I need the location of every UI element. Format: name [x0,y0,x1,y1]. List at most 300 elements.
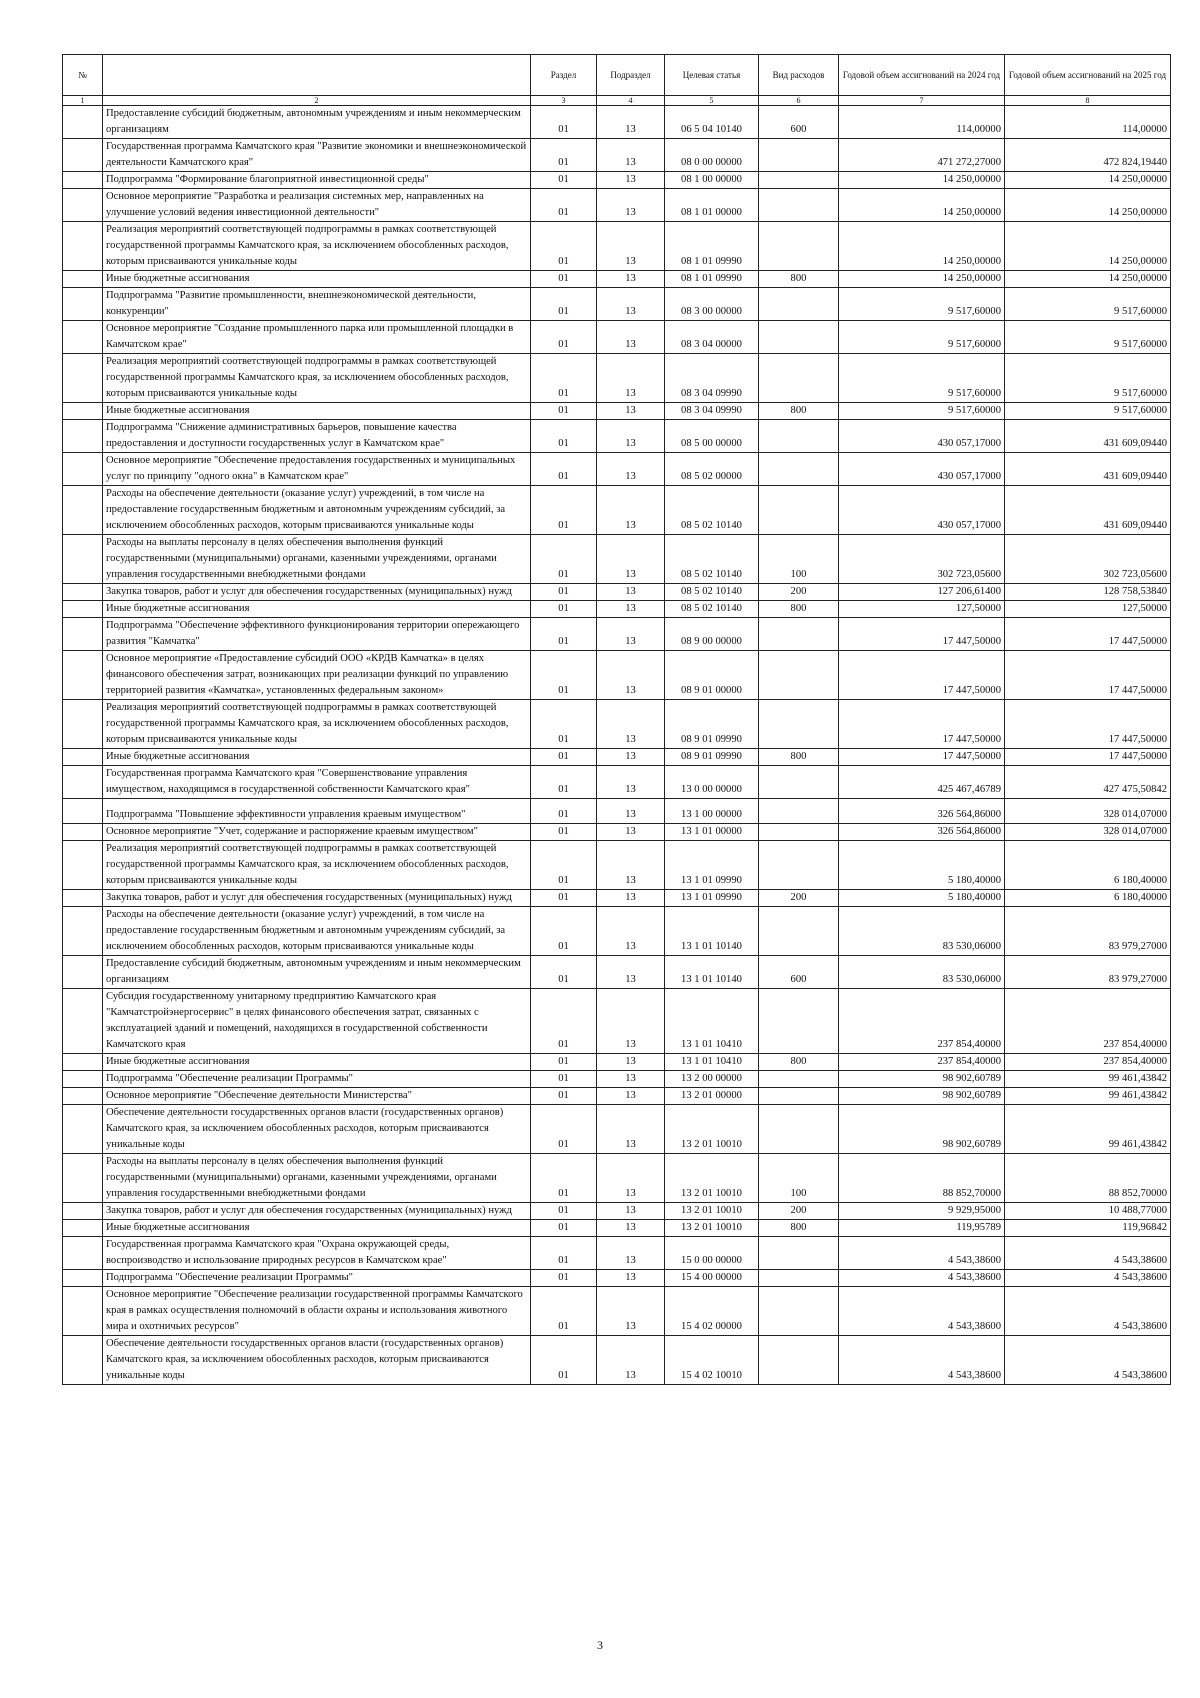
subsection-cell: 13 [597,799,665,824]
target-item-cell: 08 5 02 00000 [665,453,759,486]
target-item-cell: 08 3 04 09990 [665,354,759,403]
amount-2024-cell: 430 057,17000 [839,453,1005,486]
column-number: 6 [759,96,839,106]
amount-2025-cell: 4 543,38600 [1005,1270,1171,1287]
row-number-cell [63,841,103,890]
amount-2024-cell: 127,50000 [839,601,1005,618]
section-cell: 01 [531,766,597,799]
expense-type-cell: 200 [759,584,839,601]
table-row [63,841,1171,890]
item-name-cell: Иные бюджетные ассигнования [103,749,531,766]
subsection-cell: 13 [597,1105,665,1154]
row-number-cell [63,1088,103,1105]
table-row [63,139,1171,172]
expense-type-cell [759,189,839,222]
row-number-cell [63,172,103,189]
target-item-cell: 13 2 01 10010 [665,1203,759,1220]
amount-2024-cell: 302 723,05600 [839,535,1005,584]
target-item-cell: 08 3 04 00000 [665,321,759,354]
table-row [63,172,1171,189]
table-row [63,453,1171,486]
section-cell: 01 [531,907,597,956]
section-cell: 01 [531,799,597,824]
amount-2025-cell: 328 014,07000 [1005,824,1171,841]
item-name-cell: Государственная программа Камчатского края "Развитие экономики и внешнеэкономической деятельности Камчатского края" [103,139,531,172]
table-row [63,601,1171,618]
item-name-cell: Иные бюджетные ассигнования [103,1220,531,1237]
amount-2024-cell: 98 902,60789 [839,1105,1005,1154]
item-name-cell: Реализация мероприятий соответствующей подпрограммы в рамках соответствующей государственной программы Камчатского края, за исключением обособленных расходов, которым присваиваются уникальные коды [103,700,531,749]
target-item-cell: 13 0 00 00000 [665,766,759,799]
item-name-cell: Основное мероприятие "Учет, содержание и распоряжение краевым имуществом" [103,824,531,841]
subsection-cell: 13 [597,486,665,535]
item-name-cell: Закупка товаров, работ и услуг для обеспечения государственных (муниципальных) нужд [103,584,531,601]
section-cell: 01 [531,354,597,403]
expense-type-cell [759,907,839,956]
table-row [63,1088,1171,1105]
expense-type-cell [759,486,839,535]
row-number-cell [63,1071,103,1088]
amount-2024-cell: 127 206,61400 [839,584,1005,601]
section-cell: 01 [531,453,597,486]
expense-type-cell [759,651,839,700]
column-number: 3 [531,96,597,106]
row-number-cell [63,989,103,1054]
target-item-cell: 08 9 00 00000 [665,618,759,651]
expense-type-cell [759,139,839,172]
item-name-cell: Государственная программа Камчатского края "Охрана окружающей среды, воспроизводство и использование природных ресурсов в Камчатском крае" [103,1237,531,1270]
item-name-cell: Расходы на обеспечение деятельности (оказание услуг) учреждений, в том числе на предоставление государственным бюджетным и автономным учреждениям субсидий, за исключением обособленных расходов, которым присваиваются уникальные коды [103,907,531,956]
subsection-cell: 13 [597,1270,665,1287]
amount-2024-cell: 14 250,00000 [839,271,1005,288]
subsection-cell: 13 [597,535,665,584]
row-number-cell [63,749,103,766]
row-number-cell [63,1154,103,1203]
amount-2024-cell: 326 564,86000 [839,824,1005,841]
section-cell: 01 [531,1203,597,1220]
subsection-cell: 13 [597,1054,665,1071]
subsection-cell: 13 [597,584,665,601]
amount-2025-cell: 6 180,40000 [1005,890,1171,907]
table-row [63,354,1171,403]
section-cell: 01 [531,486,597,535]
amount-2024-cell: 9 517,60000 [839,403,1005,420]
section-cell: 01 [531,1270,597,1287]
item-name-cell: Иные бюджетные ассигнования [103,403,531,420]
expense-type-cell: 800 [759,271,839,288]
section-cell: 01 [531,1237,597,1270]
expense-type-cell [759,1071,839,1088]
target-item-cell: 13 2 01 10010 [665,1154,759,1203]
amount-2025-cell: 431 609,09440 [1005,420,1171,453]
amount-2024-cell: 4 543,38600 [839,1287,1005,1336]
table-row [63,403,1171,420]
subsection-cell: 13 [597,956,665,989]
amount-2025-cell: 99 461,43842 [1005,1088,1171,1105]
expense-type-cell [759,989,839,1054]
table-row [63,486,1171,535]
amount-2024-cell: 5 180,40000 [839,841,1005,890]
item-name-cell: Подпрограмма "Снижение административных барьеров, повышение качества предоставления и доступности государственных услуг в Камчатском крае" [103,420,531,453]
amount-2025-cell: 17 447,50000 [1005,749,1171,766]
target-item-cell: 13 2 01 00000 [665,1088,759,1105]
section-cell: 01 [531,271,597,288]
amount-2025-cell: 6 180,40000 [1005,841,1171,890]
table-body [63,106,1171,1385]
row-number-cell [63,956,103,989]
section-cell: 01 [531,1154,597,1203]
header-target-item: Целевая статья [665,55,759,96]
target-item-cell: 15 4 02 00000 [665,1287,759,1336]
section-cell: 01 [531,989,597,1054]
target-item-cell: 13 1 01 09990 [665,890,759,907]
target-item-cell: 13 1 01 00000 [665,824,759,841]
expense-type-cell [759,1237,839,1270]
amount-2025-cell: 83 979,27000 [1005,956,1171,989]
amount-2025-cell: 9 517,60000 [1005,403,1171,420]
amount-2025-cell: 99 461,43842 [1005,1105,1171,1154]
subsection-cell: 13 [597,824,665,841]
amount-2025-cell: 9 517,60000 [1005,354,1171,403]
subsection-cell: 13 [597,172,665,189]
item-name-cell: Обеспечение деятельности государственных органов власти (государственных органов) Камчатского края, за исключением обособленных расходов, которым присваиваются уникальные коды [103,1105,531,1154]
amount-2024-cell: 430 057,17000 [839,486,1005,535]
amount-2025-cell: 14 250,00000 [1005,222,1171,271]
row-number-cell [63,907,103,956]
section-cell: 01 [531,1088,597,1105]
table-row [63,700,1171,749]
page-number: 3 [597,1638,603,1652]
amount-2024-cell: 237 854,40000 [839,989,1005,1054]
subsection-cell: 13 [597,766,665,799]
target-item-cell: 15 0 00 00000 [665,1237,759,1270]
target-item-cell: 06 5 04 10140 [665,106,759,139]
row-number-cell [63,1054,103,1071]
expense-type-cell [759,453,839,486]
target-item-cell: 08 5 00 00000 [665,420,759,453]
item-name-cell: Подпрограмма "Развитие промышленности, внешнеэкономической деятельности, конкуренции" [103,288,531,321]
amount-2025-cell: 472 824,19440 [1005,139,1171,172]
amount-2024-cell: 4 543,38600 [839,1336,1005,1385]
header-section: Раздел [531,55,597,96]
row-number-cell [63,1220,103,1237]
table-row [63,584,1171,601]
header-amount-2024: Годовой объем ассигнований на 2024 год [839,55,1005,96]
column-number: 4 [597,96,665,106]
expense-type-cell [759,172,839,189]
target-item-cell: 08 9 01 00000 [665,651,759,700]
amount-2024-cell: 237 854,40000 [839,1054,1005,1071]
amount-2025-cell: 4 543,38600 [1005,1287,1171,1336]
section-cell: 01 [531,601,597,618]
target-item-cell: 13 1 01 10410 [665,989,759,1054]
amount-2024-cell: 119,95789 [839,1220,1005,1237]
table-row [63,189,1171,222]
target-item-cell: 08 5 02 10140 [665,535,759,584]
row-number-cell [63,271,103,288]
row-number-cell [63,700,103,749]
target-item-cell: 13 1 01 10140 [665,907,759,956]
subsection-cell: 13 [597,1287,665,1336]
item-name-cell: Основное мероприятие "Обеспечение предоставления государственных и муниципальных услуг по принципу "одного окна" в Камчатском крае" [103,453,531,486]
amount-2025-cell: 119,96842 [1005,1220,1171,1237]
table-row [63,749,1171,766]
column-number: 2 [103,96,531,106]
amount-2024-cell: 17 447,50000 [839,651,1005,700]
amount-2024-cell: 114,00000 [839,106,1005,139]
table-row [63,989,1171,1054]
target-item-cell: 13 1 01 10140 [665,956,759,989]
expense-type-cell: 800 [759,601,839,618]
item-name-cell: Реализация мероприятий соответствующей подпрограммы в рамках соответствующей государственной программы Камчатского края, за исключением обособленных расходов, которым присваиваются уникальные коды [103,222,531,271]
item-name-cell: Подпрограмма "Обеспечение реализации Программы" [103,1270,531,1287]
table-row [63,1220,1171,1237]
row-number-cell [63,799,103,824]
amount-2024-cell: 471 272,27000 [839,139,1005,172]
item-name-cell: Реализация мероприятий соответствующей подпрограммы в рамках соответствующей государственной программы Камчатского края, за исключением обособленных расходов, которым присваиваются уникальные коды [103,354,531,403]
table-row [63,420,1171,453]
table-row [63,271,1171,288]
subsection-cell: 13 [597,1154,665,1203]
amount-2025-cell: 431 609,09440 [1005,453,1171,486]
amount-2024-cell: 17 447,50000 [839,700,1005,749]
amount-2024-cell: 14 250,00000 [839,172,1005,189]
subsection-cell: 13 [597,700,665,749]
expense-type-cell [759,288,839,321]
amount-2025-cell: 237 854,40000 [1005,989,1171,1054]
section-cell: 01 [531,618,597,651]
row-number-cell [63,354,103,403]
table-row [63,106,1171,139]
row-number-cell [63,601,103,618]
subsection-cell: 13 [597,321,665,354]
target-item-cell: 13 1 01 09990 [665,841,759,890]
subsection-cell: 13 [597,354,665,403]
table-row [63,651,1171,700]
table-header-row [63,55,1171,96]
budget-allocation-table [62,54,1171,1385]
table-row [63,288,1171,321]
amount-2025-cell: 17 447,50000 [1005,700,1171,749]
section-cell: 01 [531,584,597,601]
table-row [63,321,1171,354]
expense-type-cell: 800 [759,1054,839,1071]
subsection-cell: 13 [597,1220,665,1237]
section-cell: 01 [531,172,597,189]
subsection-cell: 13 [597,601,665,618]
subsection-cell: 13 [597,1071,665,1088]
expense-type-cell [759,766,839,799]
section-cell: 01 [531,890,597,907]
subsection-cell: 13 [597,1336,665,1385]
target-item-cell: 13 2 01 10010 [665,1220,759,1237]
target-item-cell: 08 1 01 09990 [665,271,759,288]
item-name-cell: Субсидия государственному унитарному предприятию Камчатского края "Камчатстройэнергосервис" в целях финансового обеспечения затрат, связанных с эксплуатацией зданий и помещений, находящихся в государственной собственности Камчатского края [103,989,531,1054]
amount-2025-cell: 9 517,60000 [1005,288,1171,321]
amount-2025-cell: 302 723,05600 [1005,535,1171,584]
expense-type-cell [759,1287,839,1336]
row-number-cell [63,106,103,139]
amount-2024-cell: 4 543,38600 [839,1237,1005,1270]
table-row [63,907,1171,956]
target-item-cell: 08 9 01 09990 [665,749,759,766]
section-cell: 01 [531,222,597,271]
item-name-cell: Иные бюджетные ассигнования [103,271,531,288]
subsection-cell: 13 [597,618,665,651]
amount-2025-cell: 114,00000 [1005,106,1171,139]
amount-2025-cell: 128 758,53840 [1005,584,1171,601]
row-number-cell [63,766,103,799]
target-item-cell: 13 1 00 00000 [665,799,759,824]
row-number-cell [63,1237,103,1270]
amount-2025-cell: 88 852,70000 [1005,1154,1171,1203]
table-row [63,956,1171,989]
expense-type-cell: 200 [759,890,839,907]
table-row [63,1287,1171,1336]
section-cell: 01 [531,535,597,584]
subsection-cell: 13 [597,651,665,700]
target-item-cell: 13 2 00 00000 [665,1071,759,1088]
table-row [63,799,1171,824]
target-item-cell: 08 9 01 09990 [665,700,759,749]
table-row [63,824,1171,841]
amount-2024-cell: 17 447,50000 [839,618,1005,651]
amount-2024-cell: 5 180,40000 [839,890,1005,907]
header-amount-2025: Годовой объем ассигнований на 2025 год [1005,55,1171,96]
section-cell: 01 [531,321,597,354]
subsection-cell: 13 [597,222,665,271]
expense-type-cell [759,354,839,403]
section-cell: 01 [531,106,597,139]
item-name-cell: Основное мероприятие "Разработка и реализация системных мер, направленных на улучшение условий ведения инвестиционной деятельности" [103,189,531,222]
item-name-cell: Закупка товаров, работ и услуг для обеспечения государственных (муниципальных) нужд [103,890,531,907]
item-name-cell: Иные бюджетные ассигнования [103,1054,531,1071]
section-cell: 01 [531,1287,597,1336]
subsection-cell: 13 [597,749,665,766]
row-number-cell [63,1270,103,1287]
expense-type-cell [759,618,839,651]
subsection-cell: 13 [597,1237,665,1270]
column-number: 5 [665,96,759,106]
amount-2025-cell: 4 543,38600 [1005,1336,1171,1385]
expense-type-cell [759,824,839,841]
table-row [63,1270,1171,1287]
amount-2025-cell: 10 488,77000 [1005,1203,1171,1220]
section-cell: 01 [531,1336,597,1385]
expense-type-cell [759,1270,839,1287]
row-number-cell [63,139,103,172]
header-name [103,55,531,96]
amount-2024-cell: 14 250,00000 [839,189,1005,222]
column-number: 8 [1005,96,1171,106]
target-item-cell: 13 2 01 10010 [665,1105,759,1154]
amount-2025-cell: 9 517,60000 [1005,321,1171,354]
amount-2025-cell: 127,50000 [1005,601,1171,618]
row-number-cell [63,824,103,841]
amount-2025-cell: 427 475,50842 [1005,766,1171,799]
amount-2024-cell: 9 517,60000 [839,354,1005,403]
row-number-cell [63,420,103,453]
expense-type-cell: 600 [759,106,839,139]
subsection-cell: 13 [597,1088,665,1105]
amount-2024-cell: 9 517,60000 [839,321,1005,354]
section-cell: 01 [531,139,597,172]
item-name-cell: Реализация мероприятий соответствующей подпрограммы в рамках соответствующей государственной программы Камчатского края, за исключением обособленных расходов, которым присваиваются уникальные коды [103,841,531,890]
expense-type-cell [759,799,839,824]
expense-type-cell: 800 [759,403,839,420]
item-name-cell: Подпрограмма "Обеспечение реализации Программы" [103,1071,531,1088]
section-cell: 01 [531,651,597,700]
subsection-cell: 13 [597,907,665,956]
item-name-cell: Подпрограмма "Формирование благоприятной инвестиционной среды" [103,172,531,189]
subsection-cell: 13 [597,403,665,420]
expense-type-cell [759,420,839,453]
section-cell: 01 [531,1220,597,1237]
table-row [63,1105,1171,1154]
amount-2024-cell: 4 543,38600 [839,1270,1005,1287]
section-cell: 01 [531,824,597,841]
table-row [63,1237,1171,1270]
amount-2024-cell: 88 852,70000 [839,1154,1005,1203]
row-number-cell [63,453,103,486]
table-row [63,535,1171,584]
amount-2025-cell: 237 854,40000 [1005,1054,1171,1071]
expense-type-cell: 100 [759,535,839,584]
header-number: № [63,55,103,96]
amount-2025-cell: 99 461,43842 [1005,1071,1171,1088]
column-number: 1 [63,96,103,106]
item-name-cell: Основное мероприятие "Обеспечение деятельности Министерства" [103,1088,531,1105]
expense-type-cell: 200 [759,1203,839,1220]
item-name-cell: Основное мероприятие "Создание промышленного парка или промышленной площадки в Камчатском крае" [103,321,531,354]
amount-2025-cell: 4 543,38600 [1005,1237,1171,1270]
row-number-cell [63,1287,103,1336]
section-cell: 01 [531,288,597,321]
amount-2025-cell: 14 250,00000 [1005,189,1171,222]
expense-type-cell: 600 [759,956,839,989]
target-item-cell: 15 4 00 00000 [665,1270,759,1287]
expense-type-cell [759,841,839,890]
item-name-cell: Расходы на выплаты персоналу в целях обеспечения выполнения функций государственными (муниципальными) органами, казенными учреждениями, органами управления государственными внебюджетными фондами [103,1154,531,1203]
amount-2025-cell: 328 014,07000 [1005,799,1171,824]
table-row [63,1054,1171,1071]
section-cell: 01 [531,956,597,989]
amount-2024-cell: 425 467,46789 [839,766,1005,799]
target-item-cell: 08 1 01 09990 [665,222,759,271]
subsection-cell: 13 [597,453,665,486]
amount-2025-cell: 17 447,50000 [1005,618,1171,651]
table-row [63,890,1171,907]
row-number-cell [63,1336,103,1385]
subsection-cell: 13 [597,420,665,453]
amount-2024-cell: 83 530,06000 [839,956,1005,989]
item-name-cell: Обеспечение деятельности государственных органов власти (государственных органов) Камчатского края, за исключением обособленных расходов, которым присваиваются уникальные коды [103,1336,531,1385]
row-number-cell [63,403,103,420]
column-number: 7 [839,96,1005,106]
expense-type-cell [759,1336,839,1385]
subsection-cell: 13 [597,841,665,890]
target-item-cell: 08 5 02 10140 [665,584,759,601]
target-item-cell: 08 1 00 00000 [665,172,759,189]
subsection-cell: 13 [597,288,665,321]
item-name-cell: Закупка товаров, работ и услуг для обеспечения государственных (муниципальных) нужд [103,1203,531,1220]
row-number-cell [63,222,103,271]
section-cell: 01 [531,700,597,749]
subsection-cell: 13 [597,139,665,172]
amount-2024-cell: 430 057,17000 [839,420,1005,453]
item-name-cell: Основное мероприятие «Предоставление субсидий ООО «КРДВ Камчатка» в целях финансового обеспечения затрат, возникающих при реализации функций по управлению территорией развития «Камчатка», установленных федеральным законом» [103,651,531,700]
amount-2025-cell: 17 447,50000 [1005,651,1171,700]
